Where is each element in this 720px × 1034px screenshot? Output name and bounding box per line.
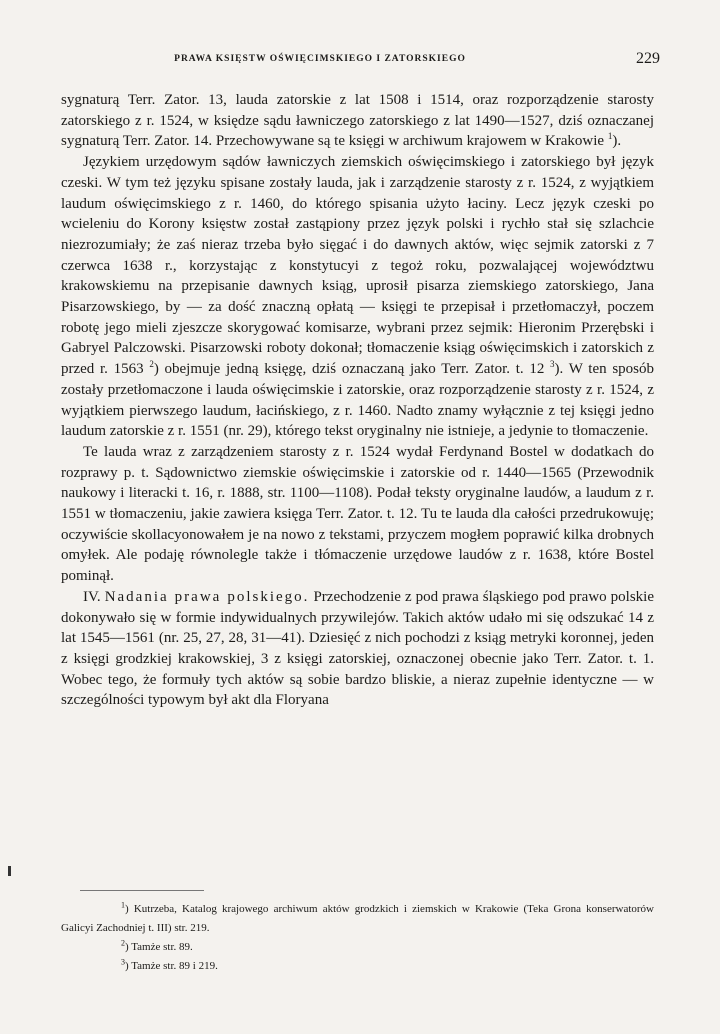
- running-title: PRAWA KSIĘSTW OŚWIĘCIMSKIEGO I ZATORSKIEGO: [174, 54, 466, 64]
- footnote-ref-3: 3: [550, 359, 555, 370]
- footnotes: [61, 900, 654, 976]
- footnote-2: $^2$) Tamże str. 89.: [121, 938, 193, 953]
- paragraph-1: sygnaturą Terr. Zator. 13, lauda zatorskie z lat 1508 i 1514, oraz rozporządzenie starosty zatorskiego z r. 1524, w księdze sądu ławniczego zatorskiego z lat 1490—1527, dziś oznaczanej sygnaturą Terr. Zator. 14. Przechowywane są te księgi w archiwum krajowem w Krakowie $^1$).: [61, 92, 654, 150]
- scan-edge-mark: [8, 866, 11, 876]
- body-text: [61, 90, 654, 711]
- paragraph-3: Te lauda wraz z zarządzeniem starosty z r. 1524 wydał Ferdynand Bostel w dodatkach do rozprawy p. t. Sądownictwo ziemskie oświęcimskie i zatorskie od r. 1440—1565 (Przewodnik naukowy i literacki t. 16, r. 1888, str. 1100—1108). Podał teksty oryginalne laudów, a laudum z r. 1551 w tłomaczeniu, jakie zawiera księga Terr. Zator. t. 12. Tu te lauda dla całości przedrukowuję; oczywiście skollacyonowałem je na nowo z tekstami, przyczem mogłem poprawić kilka drobnych omyłek. Ale podaję równolegle także i tłómaczenie urzędowe laudów z r. 1638, które Bostel pominął.: [61, 443, 654, 585]
- page-number: 229: [636, 50, 660, 67]
- section-number: IV.: [83, 588, 101, 605]
- running-head: [60, 50, 660, 72]
- paragraph-2: Językiem urzędowym sądów ławniczych ziemskich oświęcimskiego i zatorskiego był język czeski. W tym też języku spisane zostały lauda, jak i zarządzenie starosty z r. 1524, z wyjątkiem laudum oświęcimskiego z r. 1460, do którego spisania użyto łaciny. Lecz język czeski po wcieleniu do Korony księstw został zastąpiony przez język polski i rychło stał się szlachcie niezrozumiały; że zaś nieraz trzeba było sięgać i do dawnych aktów, więc sejmik zatorski z 7 czerwca 1638 r., korzystając z konstytucyi z tegoż roku, pozwalającej województwu krakowskiemu na przepisanie dawnych ksiąg, uprosił pisarza ziemskiego zatorskiego, Jana Pisarzowskiego, by — za dość znaczną opłatą — księgi te przepisał i przetłomaczył, poczem robotę jego mieli zjeszcze skorygować komisarze, wybrani przez sejmik: Hieronim Przerębski i Gabryel Palczowski. Pisarzowski roboty dokonał; tłomaczenie ksiąg oświęcimskich i zatorskich z przed r. 1563 $^2$) obejmuje jedną księgę, dziś oznaczaną jako Terr. Zator. t. 12 $^3$). W ten sposób zostały przetłomaczone i lauda oświęcimskie i zatorskie, oraz rozporządzenie starosty z r. 1524, z wyjątkiem pierwszego laudum, łacińskiego, z r. 1460. Nadto znamy wyłącznie z tej księgi jedno laudum zatorskie z r. 1551 (nr. 29), którego tekst oryginalny nie istnieje, a jedynie to tłomaczenie.: [61, 154, 654, 440]
- footnote-ref-1: 1: [607, 131, 613, 142]
- footnote-1: $^1$) Kutrzeba, Katalog krajowego archiwum aktów grodzkich i ziemskich w Krakowie (Teka Grona konserwatorów Galicyi Zachodniej t. III) str. 219.: [61, 900, 654, 934]
- footnote-3: $^3$) Tamże str. 89 i 219.: [121, 957, 218, 972]
- section-heading: Nadania prawa polskiego.: [104, 588, 310, 605]
- footnote-divider: [80, 890, 204, 891]
- footnote-ref-2: 2: [149, 359, 154, 370]
- paragraph-4: IV. Nadania prawa polskiego. Przechodzenie z pod prawa śląskiego pod prawo polskie dokonywało się w formie indywidualnych przywilejów. Takich aktów udało mi się odszukać 14 z lat 1545—1561 (nr. 25, 27, 28, 31—41). Dziesięć z nich pochodzi z ksiąg metryki koronnej, jeden z księgi grodzkiej krakowskiej, 3 z księgi zatorskiej, oznaczonej obecnie jako Terr. Zator. t. 1. Wobec tego, że formuły tych aktów są sobie bardzo bliskie, a nieraz zupełnie identyczne — w szczególności typowym był akt dla Floryana: [61, 588, 655, 709]
